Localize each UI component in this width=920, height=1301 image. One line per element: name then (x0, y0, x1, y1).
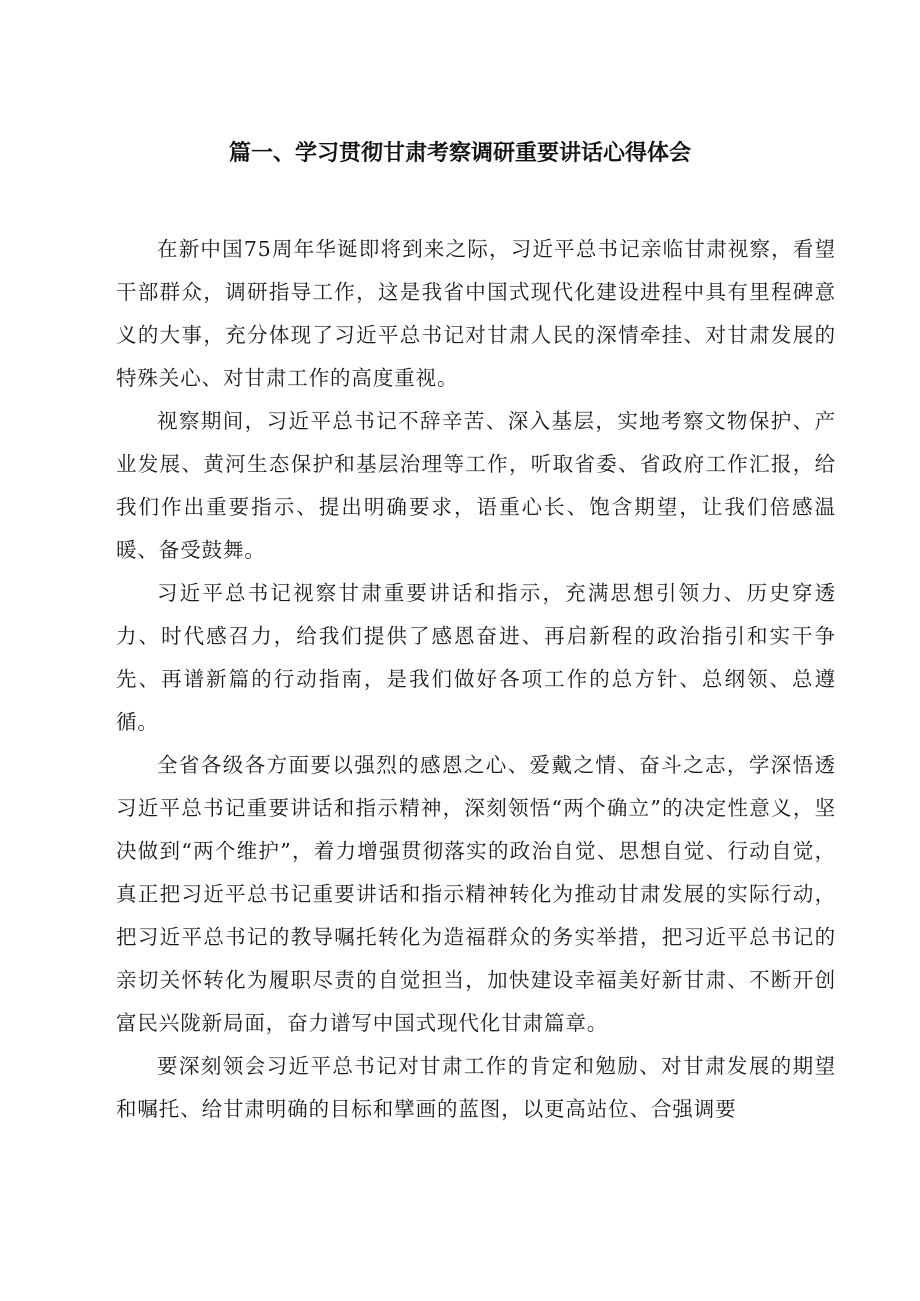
paragraph: 习近平总书记视察甘肃重要讲话和指示，充满思想引领力、历史穿透力、时代感召力，给我们提供了感恩奋进、再启新程的政治指引和实干争先、再谱新篇的行动指南，是我们做好各项工作的总方针、总纲领、总遵循。 (116, 581, 836, 734)
paragraph: 要深刻领会习近平总书记对甘肃工作的肯定和勉励、对甘肃发展的期望和嘱托、给甘肃明确的目标和擘画的蓝图，以更高站位、合强调要 (116, 1054, 836, 1121)
document-title: 篇一、学习贯彻甘肃考察调研重要讲话心得体会 (228, 141, 691, 166)
document-body (116, 228, 836, 1131)
paragraph: 全省各级各方面要以强烈的感恩之心、爱戴之情、奋斗之志，学深悟透习近平总书记重要讲话和指示精神，深刻领悟“两个确立”的决定性意义，坚决做到“两个维护”，着力增强贯彻落实的政治自觉、思想自觉、行动自觉，真正把习近平总书记重要讲话和指示精神转化为推动甘肃发展的实际行动，把习近平总书记的教导嘱托转化为造福群众的务实举措，把习近平总书记的亲切关怀转化为履职尽责的自觉担当，加快建设幸福美好新甘肃、不断开创富民兴陇新局面，奋力谱写中国式现代化甘肃篇章。 (116, 753, 836, 1035)
paragraph: 在新中国75周年华诞即将到来之际，习近平总书记亲临甘肃视察，看望干部群众，调研指导工作，这是我省中国式现代化建设进程中具有里程碑意义的大事，充分体现了习近平总书记对甘肃人民的深情牵挂、对甘肃发展的特殊关心、对甘肃工作的高度重视。 (116, 237, 836, 390)
paragraph: 视察期间，习近平总书记不辞辛苦、深入基层，实地考察文物保护、产业发展、黄河生态保护和基层治理等工作，听取省委、省政府工作汇报，给我们作出重要指示、提出明确要求，语重心长、饱含期望，让我们倍感温暖、备受鼓舞。 (116, 409, 836, 562)
